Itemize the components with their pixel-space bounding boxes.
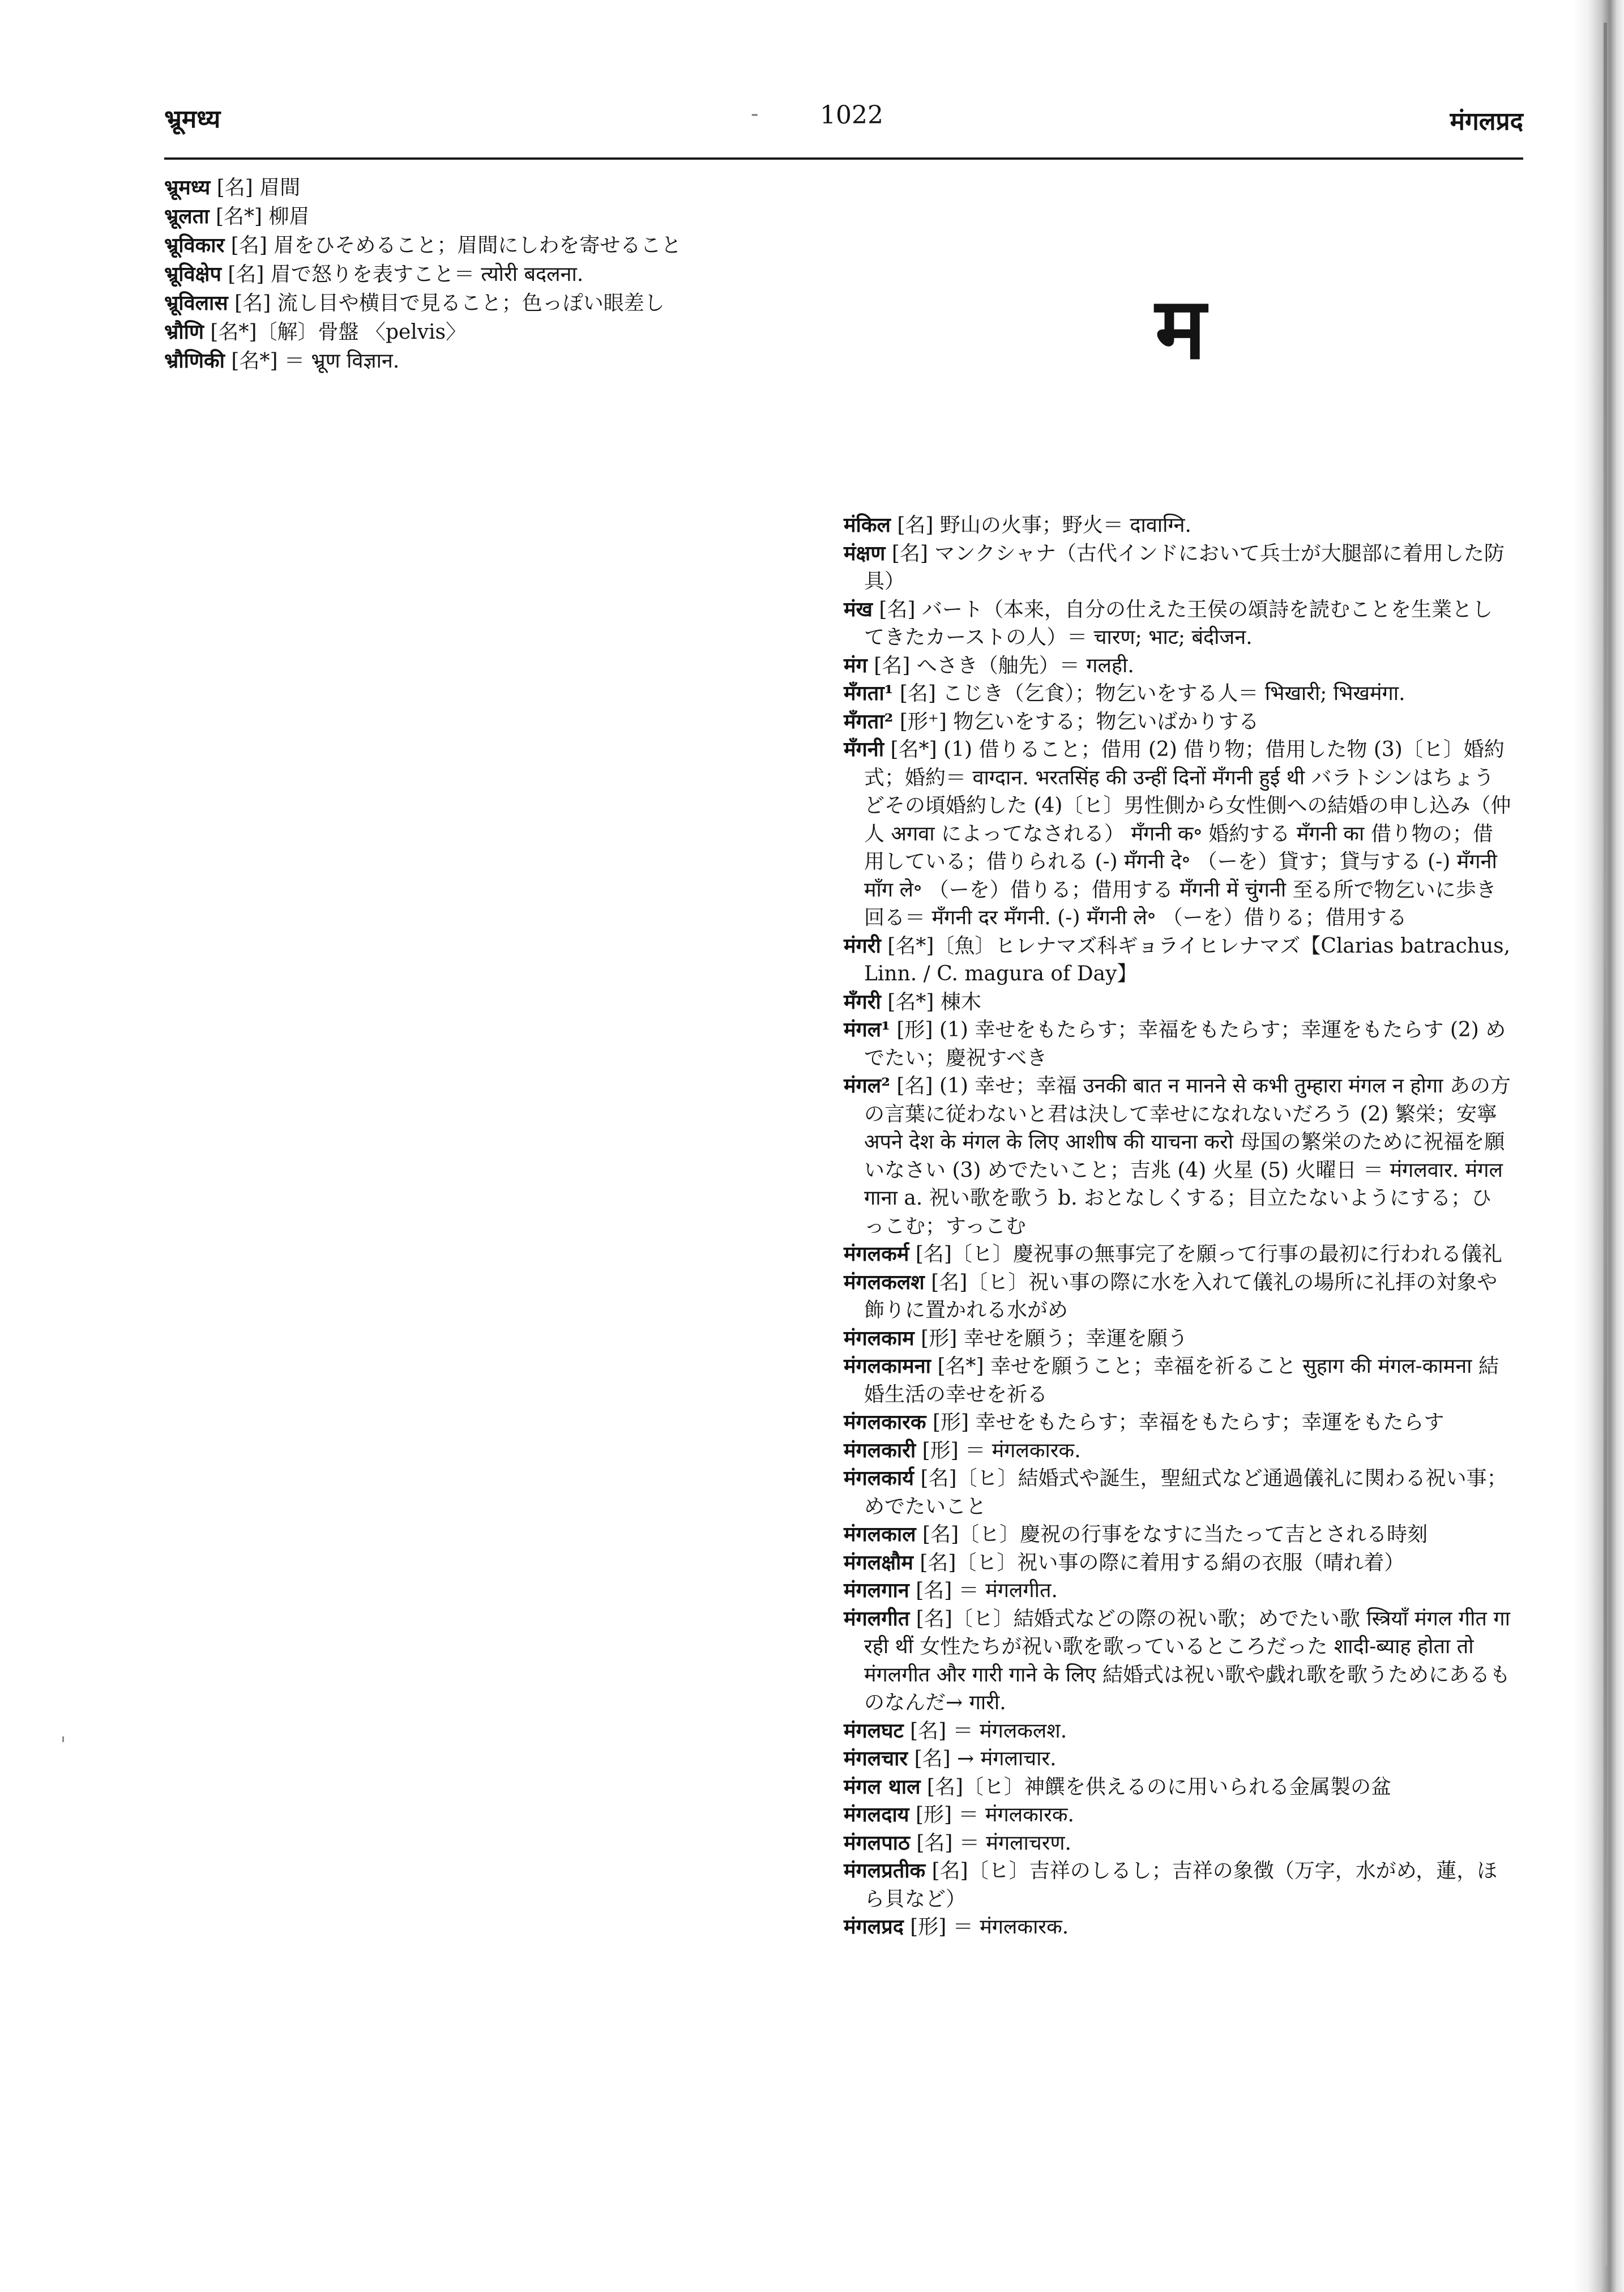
entry-definition: [名]〔ヒ〕慶祝事の無事完了を願って行事の最初に行われる儀礼 <box>909 1243 1502 1266</box>
entry-definition: [名]〔ヒ〕祝い事の際に水を入れて儀礼の場所に礼拝の対象や飾りに置かれる水がめ <box>864 1270 1498 1322</box>
entry-headword: भ्रूलता <box>164 204 210 228</box>
entry-definition: [名] 野山の火事；野火＝ दावाग्नि. <box>890 514 1191 537</box>
dictionary-entry <box>844 1521 1512 1549</box>
left-column <box>164 173 804 375</box>
entry-definition: [名]〔ヒ〕吉祥のしるし；吉祥の象徴（万字，水がめ，蓮，ほら貝など） <box>864 1859 1498 1911</box>
entry-headword: मंगलक्षौम <box>844 1550 913 1574</box>
dictionary-entry <box>844 1913 1512 1941</box>
right-guide-word: मंगलप्रद <box>1450 107 1523 136</box>
section-letter: म <box>1155 279 1206 378</box>
dictionary-entry <box>844 511 1512 540</box>
dictionary-entry <box>844 1325 1512 1353</box>
right-column <box>844 511 1512 1941</box>
entry-definition: [形] 幸せを願う；幸運を願う <box>914 1326 1188 1350</box>
scan-page-edge <box>1573 0 1624 2292</box>
entry-headword: मँगता² <box>844 709 894 733</box>
entry-headword: मंग <box>844 653 867 677</box>
entry-definition: [名] こじき（乞食）；物乞いをする人＝ भिखारी; भिखमंगा. <box>893 682 1405 705</box>
scan-speck <box>62 1736 64 1742</box>
header-dash: - <box>751 101 759 127</box>
entry-definition: [形] (1) 幸せをもたらす；幸福をもたらす；幸運をもたらす (2) めでたい；慶祝すべき <box>864 1018 1506 1070</box>
entry-definition: [名] ＝ मंगलकलश. <box>903 1719 1067 1743</box>
dictionary-entry <box>844 708 1512 736</box>
entry-definition: [名] 眉をひそめること；眉間にしわを寄せること <box>224 234 682 257</box>
entry-definition: [名*] 柳眉 <box>209 205 310 228</box>
entry-definition: [名] マンクシャナ（古代インドにおいて兵士が大腿部に着用した防具） <box>864 541 1505 593</box>
entry-headword: मंगल² <box>844 1074 890 1098</box>
dictionary-entry <box>164 289 804 318</box>
entry-headword: मंगलप्रतीक <box>844 1859 926 1883</box>
entry-headword: मंगलकामना <box>844 1354 931 1378</box>
entry-headword: मंगलदाय <box>844 1803 909 1826</box>
entry-headword: मंगलचार <box>844 1747 908 1770</box>
entry-headword: भ्रौणिकी <box>164 349 225 373</box>
dictionary-entry <box>844 1352 1512 1409</box>
entry-definition: [名] (1) 幸せ；幸福 उनकी बात न मानने से कभी तुम्हारा मंगल न होगा あの方の言葉に従わないと君は決して幸せになれないだろう (2) 繁栄；安寧 अपने देश के मंगल के लिए आशीष की याचना करो 母国の繁栄のために祝福を願いなさい (3) めでたいこと；吉兆 (4) 火星 (5) 火曜日 ＝ मंगलवार. मंगल गाना a. 祝い歌を歌う b. おとなしくする；目立たないようにする；ひっこむ；すっこむ <box>864 1074 1511 1238</box>
entry-definition: [名] → मंगलाचार. <box>908 1747 1057 1770</box>
entry-definition: [名*] 幸せを願うこと；幸福を祈ること सुहाग की मंगल-कामना 結婚生活の幸せを祈る <box>864 1355 1499 1406</box>
entry-definition: [名] へさき（舳先）＝ गलही. <box>867 654 1134 677</box>
dictionary-entry <box>844 1605 1512 1717</box>
dictionary-entry <box>844 1801 1512 1829</box>
dictionary-entry <box>844 1437 1512 1465</box>
entry-headword: मंगलकारी <box>844 1438 916 1462</box>
entry-headword: मँगनी <box>844 737 884 761</box>
entry-headword: भ्रूविलास <box>164 291 228 315</box>
entry-headword: भ्रूविकार <box>164 233 225 257</box>
dictionary-entry <box>844 596 1512 652</box>
entry-definition: [名]〔ヒ〕結婚式などの際の祝い歌；めでたい歌 स्त्रियाँ मंगल गीत गा रही थीं 女性たちが祝い歌を歌っているところだった शादी-ब्याह होता तो मंगलगीत और गारी गाने के लिए 結婚式は祝い歌や戯れ歌を歌うためにあるものなんだ→ गारी. <box>864 1607 1511 1714</box>
dictionary-entry <box>844 1240 1512 1269</box>
dictionary-entry <box>844 1857 1512 1913</box>
entry-headword: भ्रूमध्य <box>164 176 211 199</box>
dictionary-entry <box>844 652 1512 680</box>
entry-headword: मँगरी <box>844 989 881 1014</box>
dictionary-entry <box>844 1465 1512 1521</box>
entry-definition: [名*] 棟木 <box>881 990 981 1014</box>
entry-headword: भ्रूविक्षेप <box>164 262 221 286</box>
dictionary-entry <box>164 202 804 231</box>
entry-definition: [形⁺] 物乞いをする；物乞いばかりする <box>893 710 1259 733</box>
dictionary-entry <box>164 173 804 202</box>
entry-headword: मंगलप्रद <box>844 1915 904 1939</box>
scan-edge-shadow <box>1604 23 1607 2265</box>
entry-definition: [名]〔ヒ〕祝い事の際に着用する絹の衣服（晴れ着） <box>913 1551 1405 1574</box>
entry-headword: मंकिल <box>844 513 891 537</box>
dictionary-entry <box>844 1829 1512 1858</box>
entry-definition: [名] 眉で怒りを表すこと＝ त्योरी बदलना. <box>221 263 584 286</box>
entry-headword: मंगलपाठ <box>844 1830 910 1855</box>
entry-headword: मंगलघट <box>844 1718 904 1743</box>
entry-definition: [名*] (1) 借りること；借用 (2) 借り物；借用した物 (3)〔ヒ〕婚約式；婚約＝ वाग्दान. भरतसिंह की उन्हीं दिनों मँगनी हुई थी バラトシンはちょうどその頃婚約した (4)〔ヒ〕男性側から女性側への結婚の申し込み（仲人 अगवा によってなされる） मँगनी क॰ 婚約する मँगनी का 借り物の；借用している；借りられる (-) मँगनी दे॰ （ーを）貸す；貸与する (-) मँगनी माँग ले॰ （ーを）借りる；借用する मँगनी में चुंगनी 至る所で物乞いに歩き回る＝ मँगनी दर मँगनी. (-) मँगनी ले॰ （ーを）借りる；借用する <box>864 738 1511 929</box>
entry-definition: [形] 幸せをもたらす；幸福をもたらす；幸運をもたらす <box>926 1411 1444 1434</box>
dictionary-entry <box>164 347 804 375</box>
dictionary-entry <box>164 318 804 347</box>
entry-definition: [名] バート（本来，自分の仕えた王侯の頌詩を読むことを生業としてきたカーストの人）＝ चारण; भाट; बंदीजन. <box>864 597 1493 649</box>
dictionary-entry <box>844 1549 1512 1577</box>
entry-headword: मंगलकाम <box>844 1326 914 1350</box>
entry-definition: [名]〔ヒ〕結婚式や誕生，聖紐式など通過儀礼に関わる祝い事；めでたいこと <box>864 1467 1507 1518</box>
entry-headword: मंगलकलश <box>844 1270 925 1294</box>
entry-headword: मंक्षण <box>844 541 886 565</box>
header-rule <box>164 157 1523 160</box>
dictionary-entry <box>844 1717 1512 1745</box>
entry-definition: [名]〔ヒ〕慶祝の行事をなすに当たって吉とされる時刻 <box>916 1523 1428 1546</box>
entry-headword: मंगलकार्य <box>844 1466 914 1490</box>
entry-definition: [形] ＝ मंगलकारक. <box>916 1439 1081 1462</box>
dictionary-entry <box>164 231 804 260</box>
entry-definition: [名*] ＝ भ्रूण विज्ञान. <box>224 349 400 373</box>
entry-headword: मंगलकारक <box>844 1410 926 1434</box>
dictionary-entry <box>844 680 1512 708</box>
entry-headword: मंगरी <box>844 933 881 958</box>
entry-headword: मंख <box>844 597 873 621</box>
entry-headword: मंगलकाल <box>844 1522 916 1546</box>
entry-definition: [名*]〔解〕骨盤 〈pelvis〉 <box>203 321 467 344</box>
page-number: 1022 <box>820 101 883 130</box>
entry-definition: [形] ＝ मंगलकारक. <box>903 1915 1069 1939</box>
left-guide-word: भ्रूमध्य <box>164 105 221 134</box>
dictionary-entry <box>164 260 804 289</box>
dictionary-entry <box>844 540 1512 596</box>
dictionary-entry <box>844 1072 1512 1240</box>
entry-definition: [名] 流し目や横目で見ること；色っぽい眼差し <box>228 292 665 315</box>
running-header <box>164 101 1523 152</box>
entry-definition: [名] ＝ मंगलाचरण. <box>909 1831 1071 1855</box>
entry-headword: मंगल थाल <box>844 1774 921 1799</box>
dictionary-entry <box>844 932 1512 988</box>
entry-definition: [名*]〔魚〕ヒレナマズ科ギョライヒレナマズ【Clarias batrachus, Linn. / C. magura of Day】 <box>864 934 1511 985</box>
dictionary-entry <box>844 1745 1512 1773</box>
entry-headword: मंगलकर्म <box>844 1242 909 1266</box>
entry-definition: [形] ＝ मंगलकारक. <box>909 1803 1074 1826</box>
entry-headword: मंगलगीत <box>844 1606 910 1631</box>
entry-headword: भ्रौणि <box>164 320 204 344</box>
dictionary-entry <box>844 1269 1512 1325</box>
entry-definition: [名] ＝ मंगलगीत. <box>909 1579 1058 1602</box>
dictionary-entry <box>844 1773 1512 1802</box>
dictionary-entry <box>844 1016 1512 1072</box>
entry-headword: मँगता¹ <box>844 681 894 705</box>
dictionary-entry <box>844 1577 1512 1605</box>
dictionary-entry <box>844 988 1512 1017</box>
entry-definition: [名]〔ヒ〕神饌を供えるのに用いられる金属製の盆 <box>920 1775 1392 1799</box>
entry-definition: [名] 眉間 <box>210 176 301 199</box>
dictionary-entry <box>844 1409 1512 1437</box>
entry-headword: मंगलगान <box>844 1578 909 1602</box>
dictionary-entry <box>844 736 1512 932</box>
entry-headword: मंगल¹ <box>844 1018 890 1042</box>
